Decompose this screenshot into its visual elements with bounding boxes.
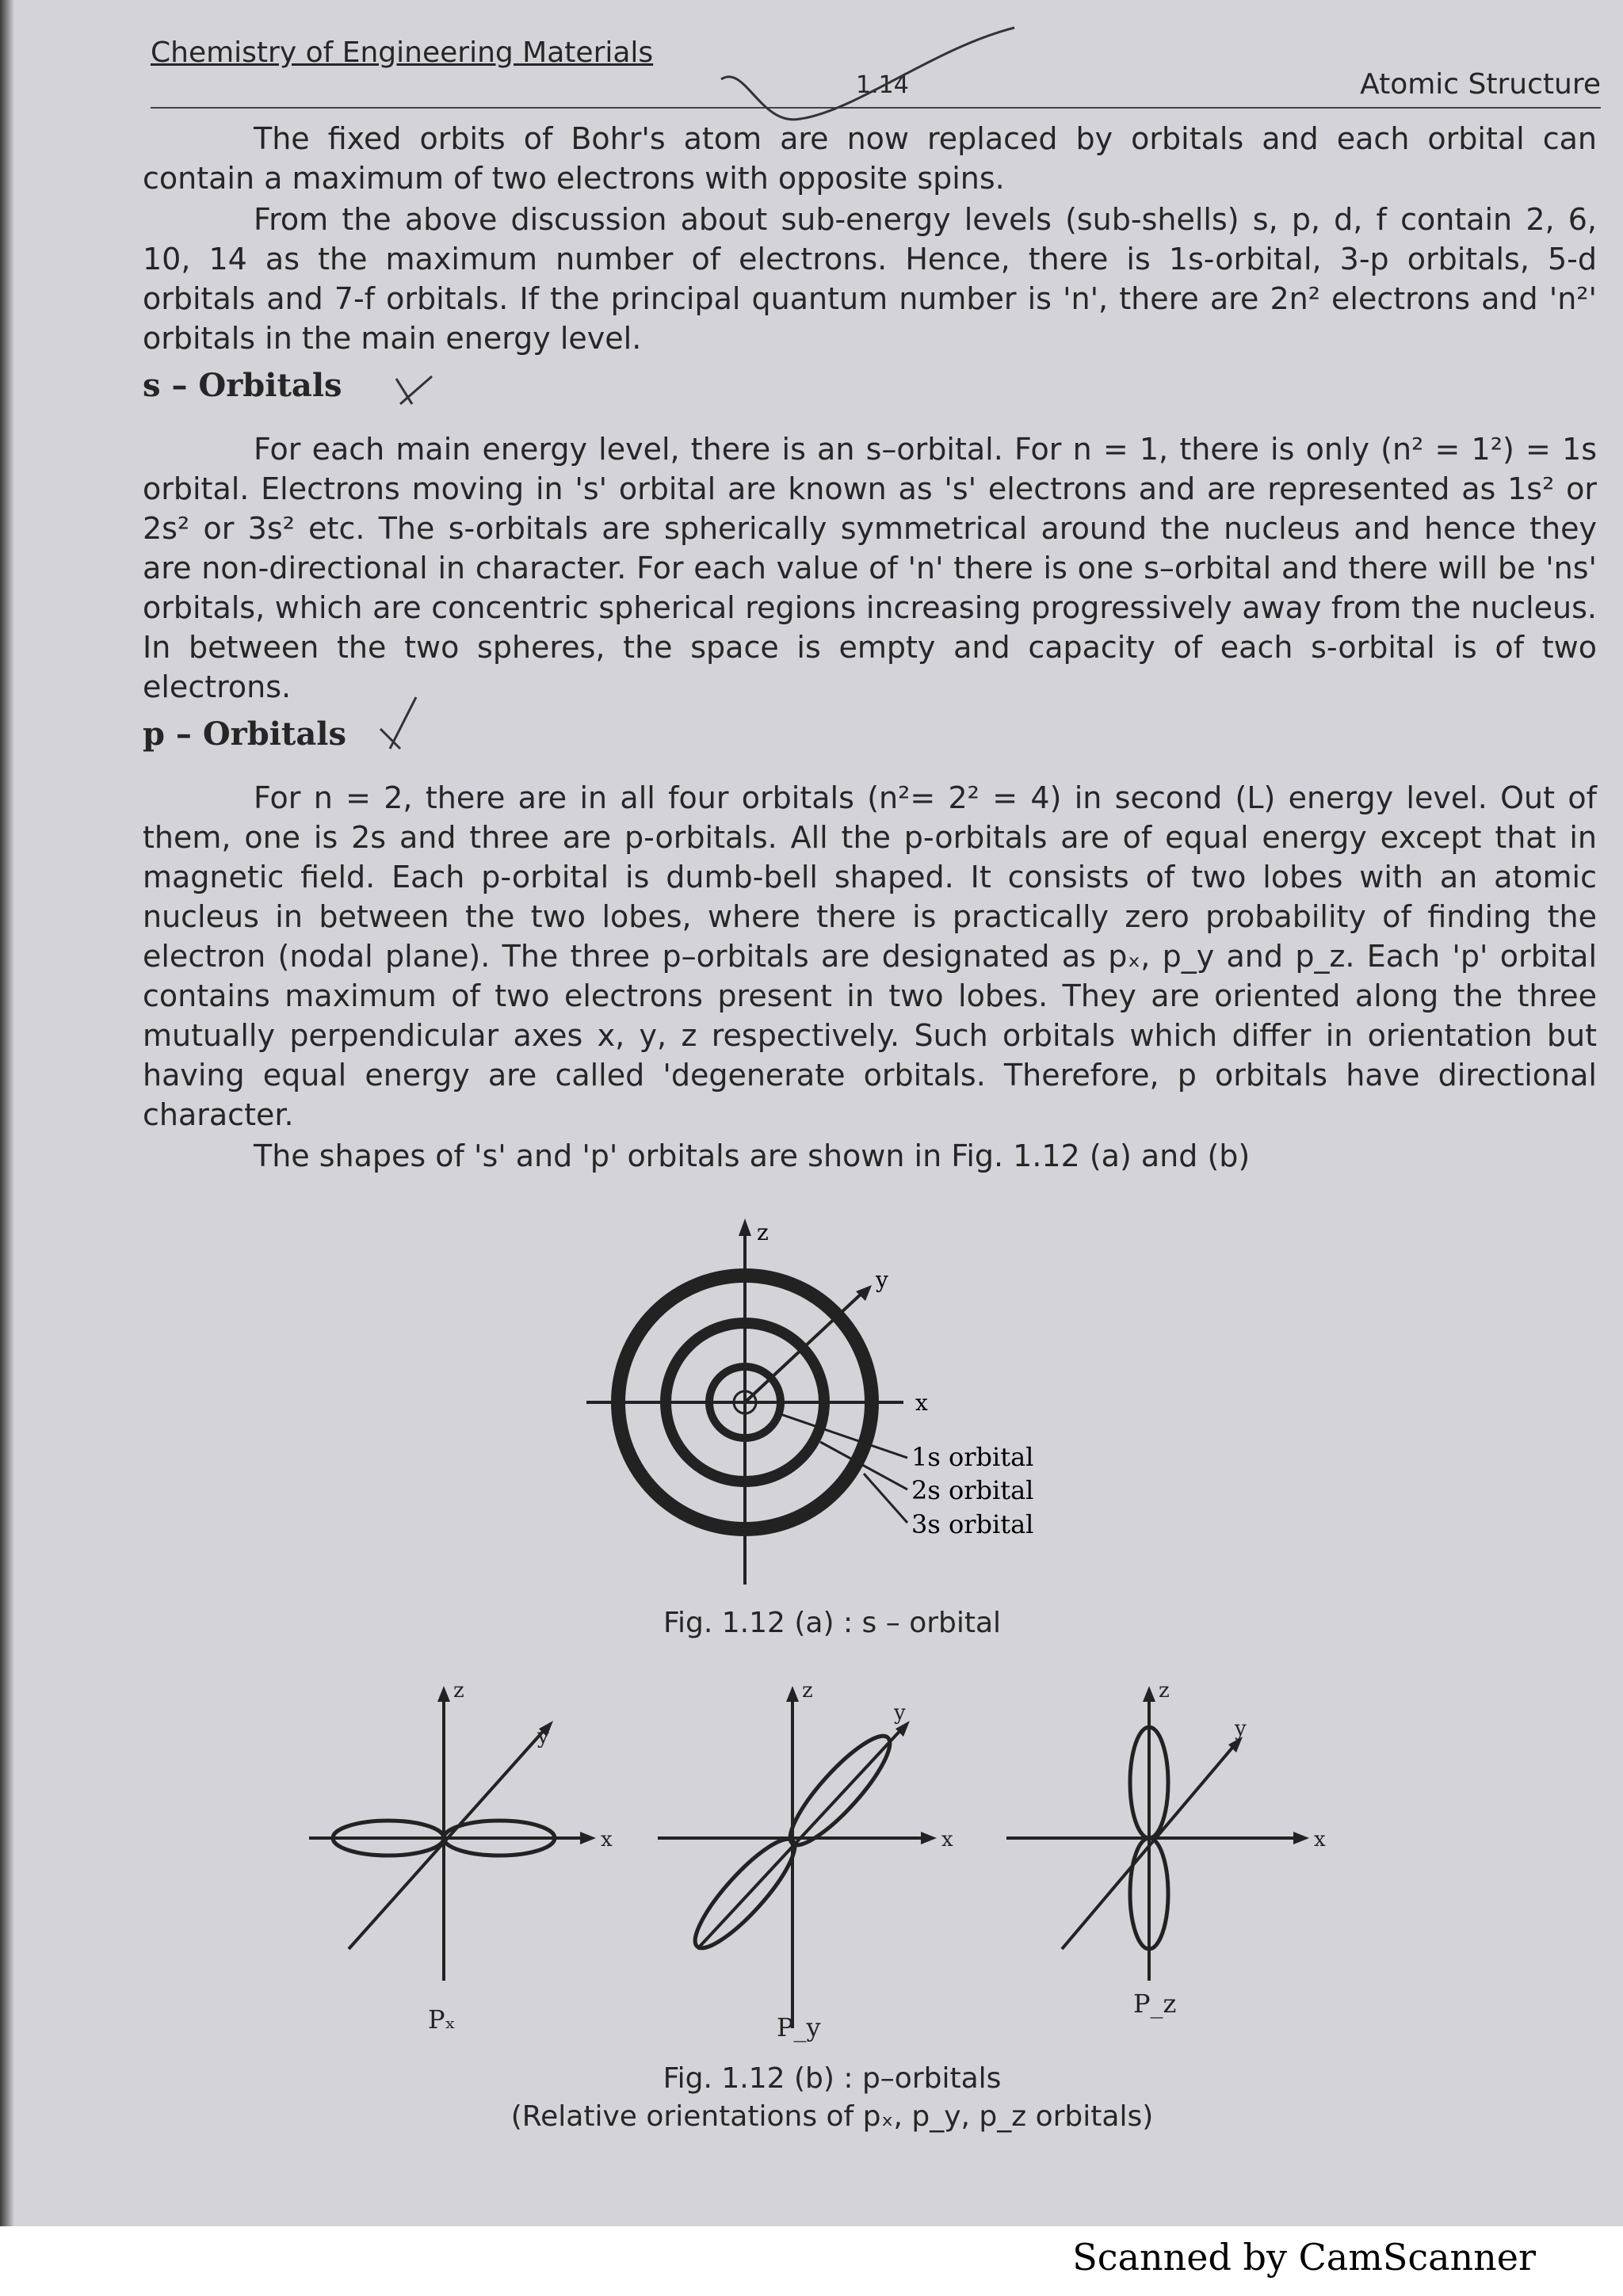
py-axis-label-x: x bbox=[941, 1828, 953, 1852]
label-pz: P_z bbox=[1133, 1989, 1177, 2019]
figure-p-orbitals bbox=[285, 1664, 1363, 2044]
y-axis bbox=[745, 1291, 864, 1402]
pz-x-arrowhead bbox=[1293, 1832, 1309, 1844]
paragraph-p-orbitals: For n = 2, there are in all four orbitals (n²= 2² = 4) in second (L) energy level. Out of them, one is 2s and three are p-orbitals. All the p-orbitals are of equal energy except that in magnetic field. Each p-orbital is dumb-bell shaped. It consists of two lobes with an atomic nucleus in between the two lobes, where there is practically zero probability of finding the electron (nodal plane). The three p–orbitals are designated as pₓ, p_y and p_z. Each 'p' orbital contains maximum of two electrons present in two lobes. They are oriented along the three mutually perpendicular axes x, y, z respectively. Such orbitals which differ in orientation but having equal energy are called 'degenerate orbitals. Therefore, p orbitals have directional character. bbox=[143, 780, 1597, 1132]
pz-axis-label-z: z bbox=[1159, 1679, 1170, 1703]
paragraph-bohr-orbitals: The fixed orbits of Bohr's atom are now replaced by orbitals and each orbital can contain a maximum of two electrons with opposite spins. bbox=[143, 121, 1597, 196]
axis-label-y: y bbox=[876, 1267, 888, 1293]
label-2s-orbital: 2s orbital bbox=[911, 1475, 1034, 1505]
body-text bbox=[143, 119, 1597, 1177]
label-1s-orbital: 1s orbital bbox=[911, 1442, 1034, 1472]
pz-orbital-diagram bbox=[1006, 1695, 1300, 1981]
py-z-arrowhead bbox=[786, 1686, 799, 1702]
py-axis-label-y: y bbox=[894, 1701, 906, 1725]
pz-axis-label-y: y bbox=[1235, 1717, 1247, 1741]
pz-z-arrowhead bbox=[1143, 1686, 1155, 1702]
label-3s-orbital: 3s orbital bbox=[911, 1509, 1034, 1539]
paragraph-s-orbitals: For each main energy level, there is an s–orbital. For n = 1, there is only (n² = 1²) = 1s orbital. Electrons moving in 's' orbital are known as 's' electrons and are represented as 1s² or 2s² or 3s² etc. The s-orbitals are spherically symmetrical around the nucleus and hence they are non-directional in character. For each value of 'n' there is one s–orbital and there will be 'ns' orbitals, which are concentric spherical regions increasing progressively away from the nucleus. In between the two spheres, the space is empty and capacity of each s-orbital is of two electrons. bbox=[143, 432, 1597, 704]
page-binding-shadow bbox=[0, 0, 14, 2226]
header-chapter-title: Atomic Structure bbox=[1360, 68, 1601, 101]
figure-b-subcaption: (Relative orientations of pₓ, p_y, p_z orbitals) bbox=[510, 2100, 1154, 2133]
heading-p-orbitals: p – Orbitals bbox=[143, 715, 347, 753]
py-lobe-lower bbox=[683, 1828, 807, 1959]
py-x-arrowhead bbox=[921, 1832, 937, 1844]
heading-s-orbitals: s – Orbitals bbox=[143, 367, 342, 404]
py-orbital-diagram bbox=[658, 1695, 927, 2028]
axis-label-z: z bbox=[757, 1219, 769, 1245]
px-axis-label-y: y bbox=[537, 1725, 549, 1749]
header-rule bbox=[151, 107, 1601, 109]
axis-label-x: x bbox=[915, 1390, 928, 1416]
label-py: P_y bbox=[777, 2012, 821, 2042]
label-px: Pₓ bbox=[428, 2004, 456, 2035]
paragraph-shapes: The shapes of 's' and 'p' orbitals are shown in Fig. 1.12 (a) and (b) bbox=[254, 1138, 1251, 1173]
pz-axis-label-x: x bbox=[1314, 1828, 1326, 1852]
px-axis-label-z: z bbox=[453, 1679, 464, 1703]
px-axis-label-x: x bbox=[601, 1828, 613, 1852]
figure-b-caption: Fig. 1.12 (b) : p–orbitals bbox=[663, 2062, 1002, 2095]
page-header bbox=[151, 32, 1601, 103]
pointer-1s bbox=[781, 1414, 907, 1458]
paragraph-sub-energy-levels: From the above discussion about sub-energy levels (sub-shells) s, p, d, f contain 2, 6, 10, 14 as the maximum number of electrons. Hence, there is 1s-orbital, 3-p orbitals, 5-d orbitals and 7-f orbitals. If the principal quantum number is 'n', there are 2n² electrons and 'n²' orbitals in the main energy level. bbox=[143, 202, 1597, 356]
px-x-arrowhead bbox=[580, 1832, 596, 1844]
z-arrowhead bbox=[739, 1219, 751, 1236]
py-axis-label-z: z bbox=[802, 1679, 813, 1703]
figure-a-caption: Fig. 1.12 (a) : s – orbital bbox=[663, 1607, 1002, 1639]
header-page-number: 1.14 bbox=[856, 71, 909, 99]
scanned-watermark: Scanned by CamScanner bbox=[1072, 2236, 1536, 2279]
pointer-3s bbox=[864, 1474, 907, 1523]
figure-s-orbital bbox=[555, 1212, 1109, 1592]
px-z-arrowhead bbox=[437, 1686, 450, 1702]
header-book-title: Chemistry of Engineering Materials bbox=[151, 36, 654, 69]
